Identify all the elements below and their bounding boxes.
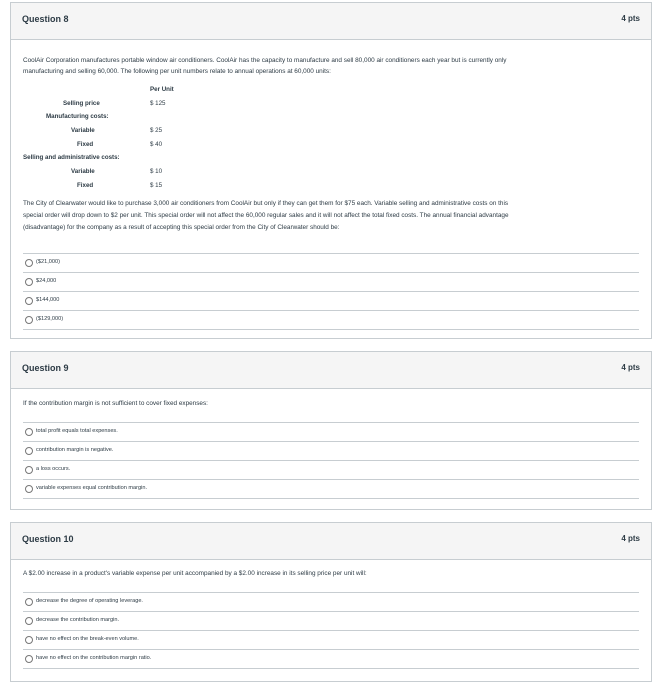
- answer-option[interactable]: [23, 272, 639, 291]
- question-10-points: 4 pts: [621, 534, 640, 543]
- radio-button[interactable]: [25, 466, 33, 474]
- answer-label: decrease the degree of operating leverage.: [36, 598, 143, 604]
- sga-variable-label: Variable: [71, 168, 95, 175]
- question-9-header: [11, 352, 651, 389]
- answer-option[interactable]: [23, 592, 639, 611]
- question-9-card: [10, 351, 652, 510]
- radio-button[interactable]: [25, 485, 33, 493]
- answer-option[interactable]: [23, 291, 639, 310]
- question-8-body-line1: The City of Clearwater would like to purchase 3,000 air conditioners from CoolAir but only if they can get them for $75 each. Variable selling and administrative costs on this: [23, 200, 509, 207]
- answer-option[interactable]: [23, 460, 639, 479]
- answer-label: ($129,000): [36, 316, 64, 322]
- answer-label: have no effect on the contribution margin ratio.: [36, 655, 152, 661]
- answer-option[interactable]: [23, 310, 639, 330]
- answer-option[interactable]: [23, 649, 639, 669]
- selling-price-value: $ 125: [150, 100, 166, 107]
- question-8-title: Question 8: [22, 14, 69, 24]
- question-9-points: 4 pts: [621, 363, 640, 372]
- question-9-title: Question 9: [22, 363, 69, 373]
- radio-button[interactable]: [25, 297, 33, 305]
- answer-option[interactable]: [23, 611, 639, 630]
- selling-price-label: Selling price: [63, 100, 100, 107]
- question-8-header: [11, 3, 651, 40]
- mfg-fixed-value: $ 40: [150, 141, 163, 148]
- question-8-card: [10, 2, 652, 339]
- sga-fixed-label: Fixed: [77, 182, 94, 189]
- per-unit-header: Per Unit: [150, 86, 174, 93]
- sga-fixed-value: $ 15: [150, 182, 163, 189]
- question-9-text: If the contribution margin is not sufficient to cover fixed expenses:: [23, 400, 208, 407]
- selling-admin-label: Selling and administrative costs:: [23, 154, 120, 161]
- manufacturing-costs-label: Manufacturing costs:: [46, 113, 109, 120]
- question-8-body-line2: special order will drop down to $2 per unit. This special order will not affect the 60,000 regular sales and it will not affect the total fixed costs. The annual financial advantage: [23, 212, 509, 219]
- answer-option[interactable]: [23, 422, 639, 441]
- answer-label: variable expenses equal contribution margin.: [36, 485, 148, 491]
- mfg-variable-value: $ 25: [150, 127, 163, 134]
- question-10-title: Question 10: [22, 534, 74, 544]
- radio-button[interactable]: [25, 636, 33, 644]
- question-10-header: [11, 523, 651, 560]
- answer-option[interactable]: [23, 630, 639, 649]
- answer-label: contribution margin is negative.: [36, 447, 114, 453]
- radio-button[interactable]: [25, 447, 33, 455]
- question-8-points: 4 pts: [621, 14, 640, 23]
- answer-label: $144,000: [36, 297, 60, 303]
- sga-variable-value: $ 10: [150, 168, 163, 175]
- answer-label: have no effect on the break-even volume.: [36, 636, 139, 642]
- radio-button[interactable]: [25, 259, 33, 267]
- radio-button[interactable]: [25, 655, 33, 663]
- answer-label: ($21,000): [36, 259, 60, 265]
- radio-button[interactable]: [25, 428, 33, 436]
- question-10-text: A $2.00 increase in a product's variable expense per unit accompanied by a $2.00 increase in its selling price per unit will:: [23, 570, 367, 577]
- answer-label: decrease the contribution margin.: [36, 617, 120, 623]
- question-8-intro-line1: CoolAir Corporation manufactures portable window air conditioners. CoolAir has the capacity to manufacture and sell 80,000 air conditioners each year but is currently only: [23, 57, 507, 64]
- answer-option[interactable]: [23, 441, 639, 460]
- answer-label: $24,000: [36, 278, 57, 284]
- answer-label: total profit equals total expenses.: [36, 428, 118, 434]
- question-8-body-line3: (disadvantage) for the company as a result of accepting this special order from the City of Clearwater should be:: [23, 224, 340, 231]
- radio-button[interactable]: [25, 617, 33, 625]
- question-8-intro-line2: manufacturing and selling 60,000. The following per unit numbers relate to annual operations at 60,000 units:: [23, 68, 331, 75]
- answer-option[interactable]: [23, 479, 639, 499]
- radio-button[interactable]: [25, 316, 33, 324]
- radio-button[interactable]: [25, 278, 33, 286]
- question-10-card: [10, 522, 652, 682]
- answer-label: a loss occurs.: [36, 466, 71, 472]
- mfg-fixed-label: Fixed: [77, 141, 94, 148]
- answer-option[interactable]: [23, 253, 639, 272]
- mfg-variable-label: Variable: [71, 127, 95, 134]
- radio-button[interactable]: [25, 598, 33, 606]
